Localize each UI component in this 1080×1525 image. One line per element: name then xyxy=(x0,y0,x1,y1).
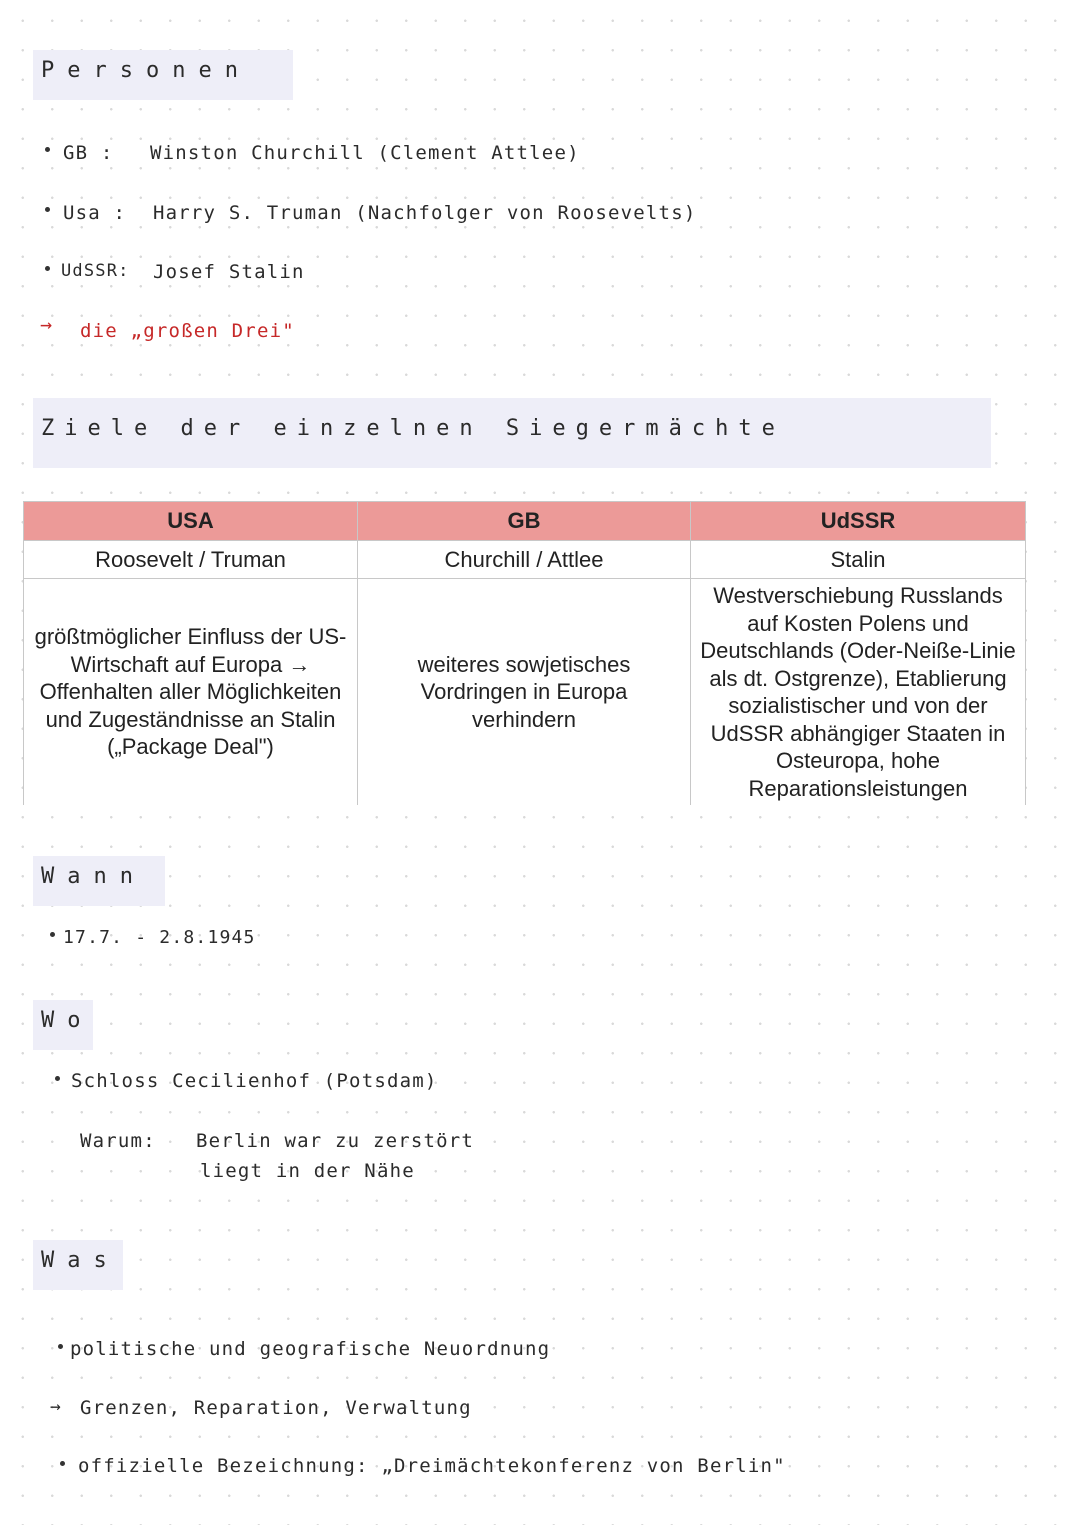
bullet xyxy=(45,266,50,271)
conference-place: Schloss Cecilienhof (Potsdam) xyxy=(71,1070,438,1092)
table-row xyxy=(24,541,1026,579)
person-udssr: Josef Stalin xyxy=(153,261,305,283)
big-three-note: die „großen Drei" xyxy=(80,320,295,342)
was-item-neuordnung: politische und geografische Neuordnung xyxy=(70,1338,551,1360)
heading-ziele: Ziele der einzelnen Siegermächte xyxy=(33,398,991,468)
table-cell-leader-usa: Roosevelt / Truman xyxy=(24,541,358,579)
warum-reason-1: Berlin war zu zerstört xyxy=(196,1130,475,1152)
table-cell-leader-gb: Churchill / Attlee xyxy=(358,541,691,579)
heading-was: Was xyxy=(33,1240,123,1290)
country-label-gb: GB : xyxy=(63,142,114,164)
bullet xyxy=(58,1344,63,1349)
arrow-right-icon: → xyxy=(40,312,53,336)
was-item-grenzen: Grenzen, Reparation, Verwaltung xyxy=(80,1397,472,1419)
country-label-usa: Usa : xyxy=(63,202,127,224)
table-cell-goal-usa: größtmöglicher Einfluss der US-Wirtschaft auf Europa → Offenhalten aller Möglichkeiten und Zugeständnisse an Stalin („Package Deal") xyxy=(24,579,358,806)
heading-wann: Wann xyxy=(33,856,165,906)
person-gb: Winston Churchill (Clement Attlee) xyxy=(150,142,580,164)
bullet xyxy=(45,147,50,152)
warum-reason-2: liegt in der Nähe xyxy=(200,1160,415,1182)
goals-table xyxy=(23,501,1026,805)
table-cell-goal-gb: weiteres sowjetisches Vordringen in Europa verhindern xyxy=(358,579,691,806)
conference-date: 17.7. - 2.8.1945 xyxy=(63,927,256,948)
country-label-udssr: UdSSR: xyxy=(61,261,130,281)
column-header-usa: USA xyxy=(24,502,358,541)
heading-wo: Wo xyxy=(33,1000,93,1050)
bullet xyxy=(50,932,55,937)
table-row xyxy=(24,579,1026,806)
column-header-udssr: UdSSR xyxy=(691,502,1026,541)
column-header-gb: GB xyxy=(358,502,691,541)
bullet xyxy=(60,1461,65,1466)
table-cell-leader-udssr: Stalin xyxy=(691,541,1026,579)
bullet xyxy=(55,1076,60,1081)
bullet xyxy=(45,207,50,212)
person-usa: Harry S. Truman (Nachfolger von Roosevelts) xyxy=(153,202,697,224)
table-header-row xyxy=(24,502,1026,541)
warum-label: Warum: xyxy=(80,1130,156,1152)
heading-personen: Personen xyxy=(33,50,293,100)
table-cell-goal-udssr: Westverschiebung Russlands auf Kosten Polens und Deutschlands (Oder-Neiße-Linie als dt. Ostgrenze), Etablierung sozialistischer und von der UdSSR abhängiger Staaten in Osteuropa, hohe Reparationsleistungen xyxy=(691,579,1026,806)
arrow-right-icon: → xyxy=(50,1396,61,1417)
was-item-bezeichnung: offizielle Bezeichnung: „Dreimächtekonferenz von Berlin" xyxy=(78,1455,786,1477)
